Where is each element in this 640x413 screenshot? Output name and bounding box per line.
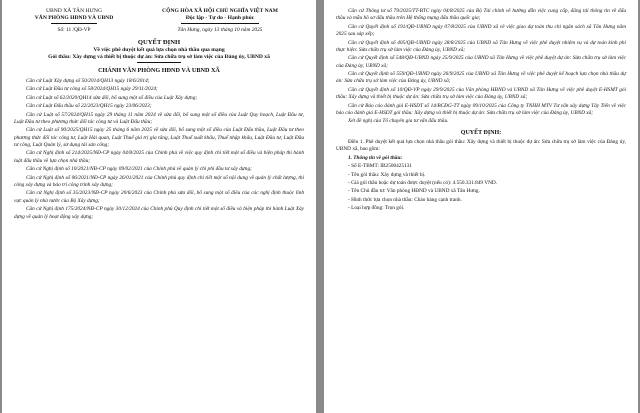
document-title: QUYẾT ĐỊNH bbox=[137, 38, 181, 46]
issuing-agency bbox=[14, 8, 134, 24]
legal-basis-item: Căn cứ Nghị định số 214/2025/NĐ-CP ngày 04/8/2025 của Chính phủ về việc quy định chi tiết một số điều và biện pháp thi hành luật đấu thầu về lựa chọn nhà thầu; bbox=[14, 150, 304, 164]
nation-title: CỘNG HÒA XÃ HỘI CHỦ NGHĨA VIỆT NAM bbox=[162, 8, 278, 14]
legal-basis-item: Căn cứ Luật số 57/2024/QH15 ngày 29 tháng 11 năm 2024 về sửa đổi, bổ sung một số điều của Luật Quy hoạch, Luật Đầu tư, Luật Đầu tư theo phương thức đối tác công tư và Luật Đấu thầu; bbox=[14, 111, 304, 125]
legal-basis-item: Căn cứ Quyết định số 191/QĐ-UBND ngày 07/8/2025 của UBND xã về việc giao dự toán thu chi ngân sách xã Tân Hưng năm 2025 sau sáp xếp; bbox=[336, 23, 626, 38]
legal-basis-item: Căn cứ Quyết định số 559/QĐ-UBND ngày 26/9/2025 của UBND xã Tân Hưng về việc phê duyệt kế hoạch lựa chọn nhà thầu dự án: Sửa chữa trụ sở làm việc của Đảng ủy, UBND xã; bbox=[336, 71, 626, 85]
legal-basis-item: Căn cứ Quyết định số 10/QĐ-VP ngày 29/9/2025 của Văn phòng HĐND và UBND xã Tân Hưng về việc phê duyệt E-HSMT gói thầu: Xây dựng và thiết bị thuộc dự án: Sửa chữa trụ sở làm việc của Đảng ủy, UBND xã; bbox=[336, 86, 626, 101]
article-1: Điều 1. Phê duyệt kết quả lựa chọn nhà thầu gói thầu: Xây dựng và thiết bị thuộc dự án: Sửa chữa trụ sở làm việc của Đảng ủy, UBND xã, bao gồm: bbox=[336, 138, 626, 153]
legal-basis-item: Căn cứ Luật Đầu tư công số 58/2024/QH15 ngày 29/11/2024; bbox=[26, 86, 158, 93]
motto-text: Độc lập - Tự do - Hạnh phúc bbox=[185, 15, 255, 21]
agency-name: VĂN PHÒNG HĐND VÀ UBND bbox=[34, 15, 114, 21]
legal-basis-item: Căn cứ Nghị định 175/2024/NĐ-CP ngày 30/12/2024 của Chính phủ Quy định chi tiết một số điều và biện pháp thi hành Luật Xây dựng về quản lý hoạt động xây dựng; bbox=[14, 206, 304, 220]
legal-basis-list-continued bbox=[336, 8, 626, 126]
legal-basis-item: Căn cứ Luật số 90/2025/QH15 ngày 25 tháng 6 năm 2025 về sửa đổi, bổ sung một số điều của Luật Đấu thầu, Luật Đầu tư theo phương thức đối tác công tư, Luật Hải quan, Luật Thuế giá trị gia tăng, Luật Thuế xuất khẩu, Thuế nhập khẩu, Luật Đầu tư, Luật Đầu tư công, Luật Quản lý, sử dụng tài sản công; bbox=[14, 127, 304, 148]
document-header bbox=[14, 8, 304, 24]
legal-basis-item: Căn cứ Thông tư số 79/2025/TT-BTC ngày 04/8/2025 của Bộ Tài chính về hướng dẫn việc cung cấp, đăng tải thông tin về đấu thầu và mẫu hồ sơ đấu thầu trên Hệ thống mạng đấu thầu quốc gia; bbox=[336, 8, 626, 22]
legal-basis-item: Căn cứ Quyết định số 405/QĐ-UBND ngày 28/8/2025 của UBND xã Tân Hưng về việc phê duyệt nhiệm vụ và dự toán kinh phí thực hiện: Sửa chữa trụ sở làm việc của Đảng ủy, UBND xã; bbox=[336, 39, 626, 53]
package-info-list bbox=[336, 163, 626, 213]
legal-basis-item: Căn cứ Quyết định số 548/QĐ-UBND ngày 25/9/2025 của UBND xã Tân Hưng về việc phê duyệt dự án: Sửa chữa trụ sở làm việc của Đảng ủy, UBND xã; bbox=[336, 55, 626, 69]
legal-basis-item: Căn cứ Báo cáo đánh giá E-HSDT số 14/BCĐG-TT ngày 09/10/2025 của Công ty TNHH MTV Tư vấn xây dựng Tây Tiến về việc báo cáo đánh giá E-HSDT gói thầu: Xây dựng và thiết bị thuộc dự án: Sửa chữa trụ sở làm việc của Đảng ủy, UBND xã; bbox=[336, 102, 626, 116]
legal-basis-item: Căn cứ Nghị định số 06/2021/NĐ-CP ngày 26/01/2021 của Chính phủ quy định chi tiết một số nội dung về quản lý chất lượng, thi công xây dựng và bảo trì công trình xây dựng; bbox=[14, 174, 304, 188]
decision-heading: QUYẾT ĐỊNH: bbox=[460, 129, 502, 136]
document-page-1 bbox=[2, 0, 316, 413]
subtitle-underline bbox=[137, 62, 181, 63]
legal-basis-item: Căn cứ Nghị định số 10/2021/NĐ-CP ngày 09/02/2021 của Chính phủ về quản lý chi phí đầu tư xây dựng; bbox=[26, 166, 252, 173]
legal-basis-item: Căn cứ Luật Xây dựng số 50/2014/QH13 ngày 18/6/2014; bbox=[26, 77, 150, 84]
agency-underline bbox=[51, 23, 97, 24]
agency-parent: UBND XÃ TÂN HƯNG bbox=[46, 8, 102, 14]
package-info-item: - Hình thức lựa chọn nhà thầu: Chào hàng cạnh tranh. bbox=[348, 196, 462, 203]
document-subtitle-2: Gói thầu: Xây dựng và thiết bị thuộc dự án: Sửa chữa trụ sở làm việc của Đảng ủy, UBND xã bbox=[48, 53, 270, 60]
national-motto bbox=[136, 8, 304, 24]
section-1-heading: 1. Thông tin về gói thầu: bbox=[348, 154, 403, 161]
package-info-item: - Tên Chủ đầu tư: Văn phòng HĐND và UBND xã Tân Hưng. bbox=[348, 188, 480, 195]
package-info-item: - Tên gói thầu: Xây dựng và thiết bị. bbox=[348, 171, 426, 178]
package-info-item: - Giá gói thầu hoặc dự toán được duyệt (nếu có): 4.550.331.849 VND. bbox=[348, 180, 498, 186]
place-date: Tân Hưng, ngày 13 tháng 10 năm 2025 bbox=[177, 26, 263, 33]
issuing-authority: CHÁNH VĂN PHÒNG HĐND VÀ UBND XÃ bbox=[98, 66, 220, 74]
legal-basis-item: Căn cứ Luật Đấu thầu số 22/2023/QH15 ngày 23/06/2023; bbox=[26, 103, 152, 110]
legal-basis-item: Căn cứ Nghị định số 35/2023/NĐ-CP ngày 20/6/2023 của Chính phủ sửa đổi, bổ sung một số điều của các nghị định thuộc lĩnh vực quản lý nhà nước của Bộ Xây dựng; bbox=[14, 190, 304, 204]
document-number: Số: 11 /QĐ-VP bbox=[57, 26, 91, 33]
package-info-item: - Số E-TBMT: IB2500425131 bbox=[348, 163, 413, 170]
legal-basis-item: Xét đề nghị của Tổ chuyên gia tư vấn đấu thầu. bbox=[348, 118, 449, 125]
legal-basis-item: Căn cứ Luật số 62/2020/QH14 sửa đổi, bổ sung một số điều của Luật Xây dựng; bbox=[26, 94, 198, 101]
document-meta bbox=[14, 27, 304, 34]
document-page-2 bbox=[324, 0, 638, 413]
motto-underline bbox=[181, 23, 259, 24]
package-info-item: - Loại hợp đồng: Trọn gói. bbox=[348, 205, 405, 212]
legal-basis-list bbox=[14, 78, 304, 221]
document-subtitle-1: Về việc phê duyệt kết quả lựa chọn nhà thầu qua mạng bbox=[93, 46, 225, 53]
